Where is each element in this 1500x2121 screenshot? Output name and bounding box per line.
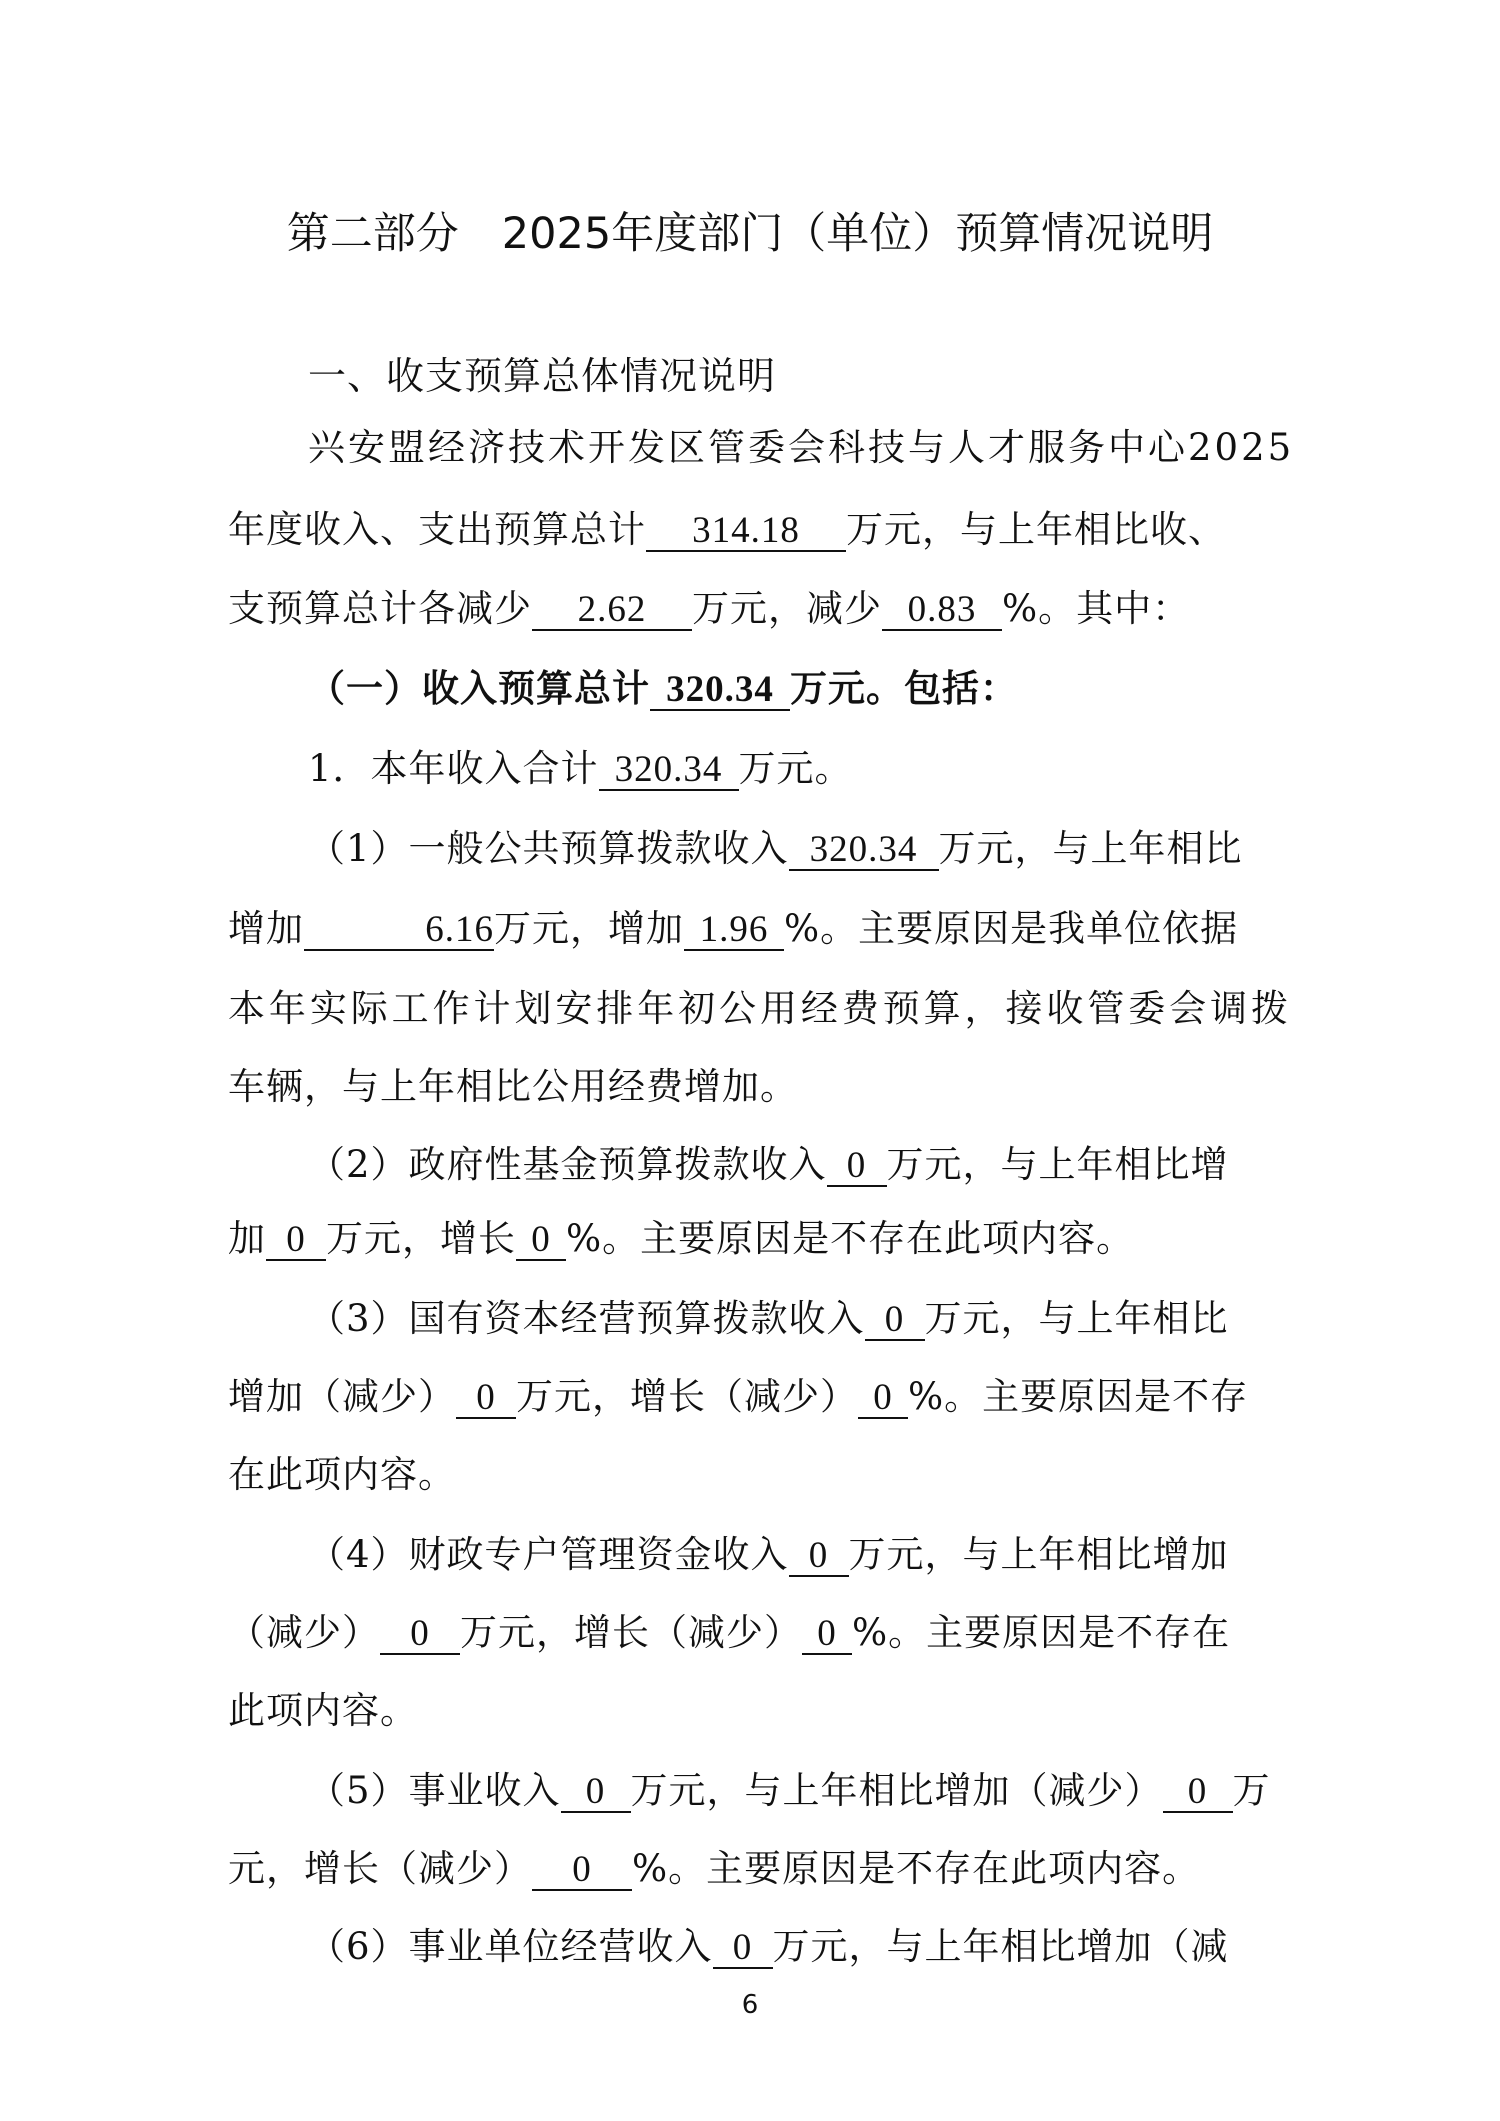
item-text: 1．本年收入合计 bbox=[308, 747, 599, 790]
income-heading bbox=[308, 666, 1018, 711]
intro-text: %。其中： bbox=[1002, 587, 1191, 630]
p4-text: %。主要原因是不存在 bbox=[852, 1611, 1231, 1654]
p1-text: %。主要原因是我单位依据 bbox=[784, 907, 1239, 950]
intro-line-3 bbox=[228, 587, 1191, 631]
p4-line-2 bbox=[228, 1611, 1231, 1655]
p5-text: 元，增长（减少） bbox=[228, 1847, 532, 1890]
p2-line-1 bbox=[308, 1143, 1229, 1187]
p1-text: （1）一般公共预算拨款收入 bbox=[308, 827, 789, 870]
p2-line-2 bbox=[228, 1217, 1135, 1261]
p3-text: 万元，与上年相比 bbox=[924, 1297, 1229, 1340]
p2-change-value: 0 bbox=[266, 1221, 326, 1261]
p1-text: 万元，与上年相比 bbox=[938, 827, 1243, 870]
intro-line-1: 兴安盟经济技术开发区管委会科技与人才服务中心2025 bbox=[308, 426, 1295, 469]
p5-value: 0 bbox=[561, 1773, 631, 1813]
p3-text: （3）国有资本经营预算拨款收入 bbox=[308, 1297, 865, 1340]
p4-value: 0 bbox=[789, 1537, 849, 1577]
p3-change-percent: 0 bbox=[858, 1379, 908, 1419]
p2-text: （2）政府性基金预算拨款收入 bbox=[308, 1143, 827, 1186]
p3-text: %。主要原因是不存 bbox=[908, 1375, 1249, 1418]
p2-text: 加 bbox=[228, 1217, 266, 1260]
p5-text: （5）事业收入 bbox=[308, 1769, 561, 1812]
p1-value: 320.34 bbox=[789, 831, 939, 871]
p4-text: （4）财政专户管理资金收入 bbox=[308, 1533, 789, 1576]
p1-line-3: 本年实际工作计划安排年初公用经费预算，接收管委会调拨 bbox=[228, 987, 1288, 1030]
page-title: 第二部分 2025年度部门（单位）预算情况说明 bbox=[286, 209, 1214, 259]
p4-change-percent: 0 bbox=[802, 1615, 852, 1655]
p4-text: （减少） bbox=[228, 1611, 380, 1654]
income-item-1-value: 320.34 bbox=[599, 751, 739, 791]
p2-change-percent: 0 bbox=[516, 1221, 566, 1261]
p5-text: %。主要原因是不存在此项内容。 bbox=[632, 1847, 1201, 1890]
heading-text: 万元。包括： bbox=[790, 666, 1018, 710]
intro-text: 万元，与上年相比收、 bbox=[846, 508, 1226, 551]
p4-text: 万元，增长（减少） bbox=[460, 1611, 802, 1654]
p5-text: 万 bbox=[1232, 1769, 1271, 1812]
p4-change-value: 0 bbox=[380, 1615, 460, 1655]
intro-text: 万元，减少 bbox=[692, 587, 882, 630]
decrease-value: 2.62 bbox=[532, 591, 692, 631]
section-heading: 一、收支预算总体情况说明 bbox=[308, 354, 777, 398]
p6-value: 0 bbox=[713, 1929, 773, 1969]
p5-line-2 bbox=[228, 1847, 1201, 1891]
p2-value: 0 bbox=[827, 1147, 887, 1187]
p3-text: 增加（减少） bbox=[228, 1375, 456, 1418]
income-total-value: 320.34 bbox=[650, 671, 790, 711]
p6-line-1 bbox=[308, 1925, 1229, 1969]
p2-text: 万元，与上年相比增 bbox=[886, 1143, 1229, 1186]
p2-text: %。主要原因是不存在此项内容。 bbox=[566, 1217, 1135, 1260]
p1-line-1 bbox=[308, 827, 1243, 871]
p3-value: 0 bbox=[865, 1301, 925, 1341]
page-number: 6 bbox=[741, 1990, 759, 2020]
p1-change-value: 6.16 bbox=[304, 911, 494, 951]
decrease-percent: 0.83 bbox=[882, 591, 1002, 631]
intro-text: 年度收入、支出预算总计 bbox=[228, 508, 646, 551]
p5-change-percent: 0 bbox=[532, 1851, 632, 1891]
p6-text: 万元，与上年相比增加（减 bbox=[772, 1925, 1229, 1968]
p3-change-value: 0 bbox=[456, 1379, 516, 1419]
total-budget-value: 314.18 bbox=[646, 512, 846, 552]
p6-text: （6）事业单位经营收入 bbox=[308, 1925, 713, 1968]
p1-text: 增加 bbox=[228, 907, 304, 950]
p1-line-4: 车辆，与上年相比公用经费增加。 bbox=[228, 1065, 798, 1108]
p4-line-1 bbox=[308, 1533, 1229, 1577]
p3-line-2 bbox=[228, 1375, 1249, 1419]
income-item-1 bbox=[308, 747, 853, 791]
p3-line-1 bbox=[308, 1297, 1229, 1341]
p5-change-value: 0 bbox=[1163, 1773, 1233, 1813]
item-text: 万元。 bbox=[738, 747, 853, 790]
p1-change-percent: 1.96 bbox=[684, 911, 784, 951]
p1-text: 万元，增加 bbox=[494, 907, 684, 950]
p5-line-1 bbox=[308, 1769, 1271, 1813]
p5-text: 万元，与上年相比增加（减少） bbox=[630, 1769, 1163, 1812]
p4-line-3: 此项内容。 bbox=[228, 1689, 418, 1732]
p1-line-2 bbox=[228, 907, 1239, 951]
p3-line-3: 在此项内容。 bbox=[228, 1453, 456, 1496]
intro-text: 支预算总计各减少 bbox=[228, 587, 532, 630]
p4-text: 万元，与上年相比增加 bbox=[848, 1533, 1229, 1576]
intro-line-2 bbox=[228, 508, 1226, 552]
p2-text: 万元，增长 bbox=[326, 1217, 516, 1260]
p3-text: 万元，增长（减少） bbox=[516, 1375, 858, 1418]
heading-text: （一）收入预算总计 bbox=[308, 666, 650, 710]
